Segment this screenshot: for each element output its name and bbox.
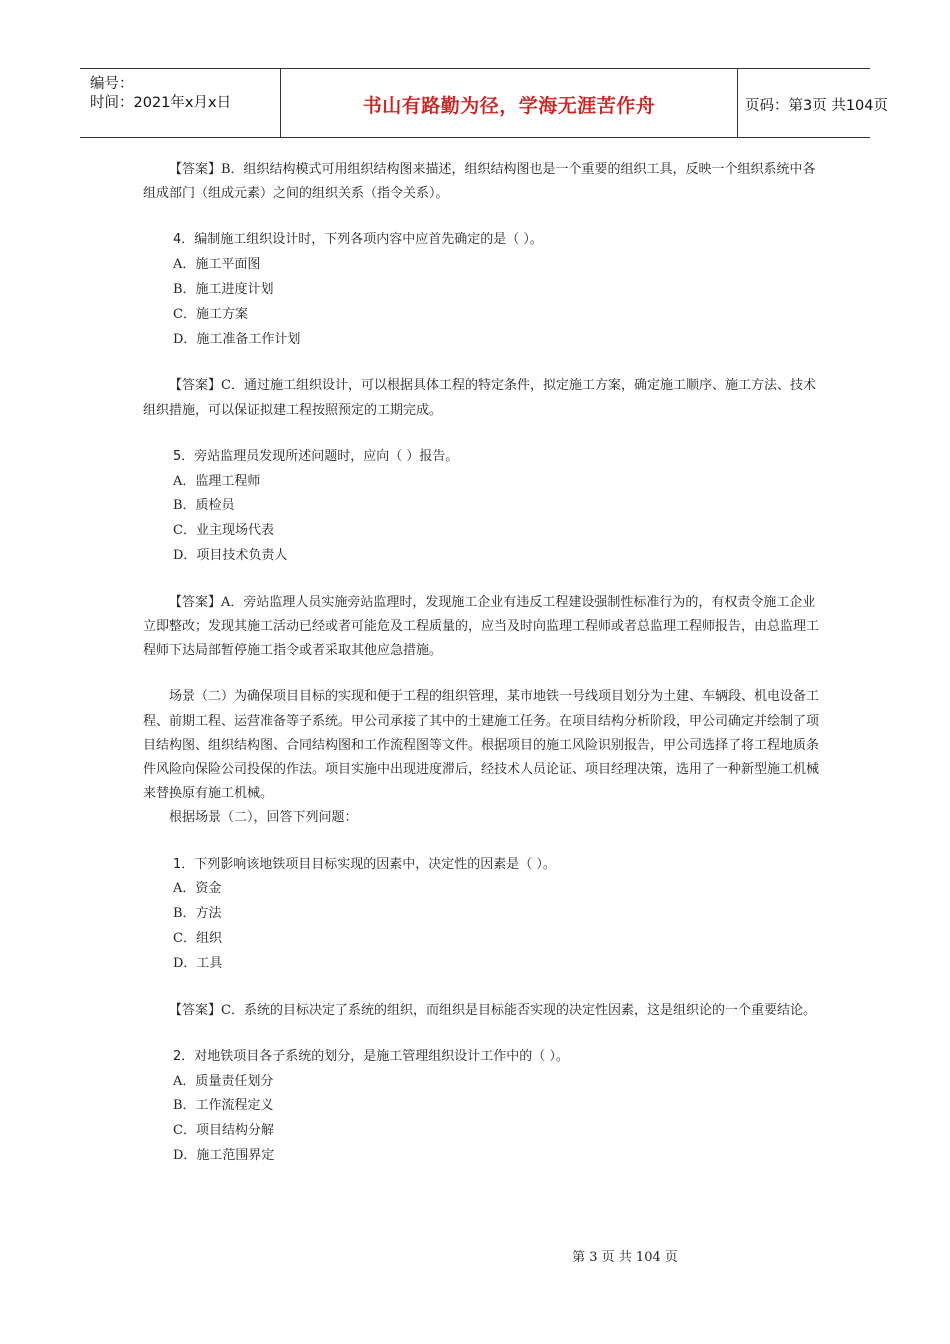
header-page-info: 页码：第3页 共104页 bbox=[745, 98, 889, 114]
question-text: 旁站监理员发现所述问题时，应向（ ）报告。 bbox=[194, 448, 459, 464]
footer-page-number: 第 3 页 共 104 页 bbox=[572, 1250, 678, 1265]
question-number: 4． bbox=[173, 232, 195, 248]
paragraph: 【答案】C．系统的目标决定了系统的组织，而组织是目标能否实现的决定性因素，这是组织论的一个重要结论。 bbox=[169, 1002, 816, 1018]
answer-option: D．项目技术负责人 bbox=[173, 547, 288, 563]
document-date-label: 时间：2021年x月x日 bbox=[90, 95, 232, 111]
question-text: 下列影响该地铁项目目标实现的因素中，决定性的因素是（ ）。 bbox=[194, 856, 556, 872]
answer-option: B．施工进度计划 bbox=[173, 282, 274, 297]
answer-option: C．组织 bbox=[173, 931, 222, 946]
page-footer bbox=[0, 1246, 950, 1265]
answer-option: C．项目结构分解 bbox=[173, 1123, 274, 1139]
answer-option: C．施工方案 bbox=[173, 306, 248, 322]
answer-option: D．施工范围界定 bbox=[173, 1147, 275, 1163]
page-header bbox=[80, 68, 889, 138]
question-text: 编制施工组织设计时，下列各项内容中应首先确定的是（ ）。 bbox=[194, 232, 543, 248]
header-meta-cell bbox=[80, 69, 280, 137]
document-body bbox=[143, 158, 823, 1191]
answer-option: D．施工准备工作计划 bbox=[173, 331, 301, 347]
answer-option: B．方法 bbox=[173, 906, 222, 922]
question-number: 2． bbox=[173, 1048, 195, 1064]
answer-option: C．业主现场代表 bbox=[173, 523, 274, 539]
paragraph: 场景（二）为确保项目目标的实现和便于工程的组织管理，某市地铁一号线项目划分为土建、车辆段、机电设备工程、前期工程、运营准备等子系统。甲公司承接了其中的土建施工任务。在项目结构分析阶段，甲公司确定并绘制了项目结构图、组织结构图、合同结构图和工作流程图等文件。根据项目的施工风险识别报告，甲公司选择了将工程地质条件风险向保险公司投保的作法。项目实施中出现进度滞后，经技术人员论证、项目经理决策，选用了一种新型施工机械来替换原有施工机械。 bbox=[143, 689, 820, 802]
answer-option: A．施工平面图 bbox=[173, 257, 261, 273]
question-number: 1． bbox=[173, 856, 195, 872]
answer-option: A．质量责任划分 bbox=[173, 1073, 274, 1089]
answer-option: A．监理工程师 bbox=[173, 473, 261, 489]
document-number-label: 编号： bbox=[90, 76, 134, 92]
question bbox=[173, 1045, 823, 1070]
header-motto: 书山有路勤为径，学海无涯苦作舟 bbox=[362, 95, 656, 117]
paragraph: 【答案】A．旁站监理人员实施旁站监理时，发现施工企业有违反工程建设强制性标准行为的，有权责令施工企业立即整改；发现其施工活动已经或者可能危及工程质量的，应当及时向监理工程师或者总监理工程师报告，由总监理工程师下达局部暂停施工指令或者采取其他应急措施。 bbox=[143, 594, 820, 659]
header-page-cell bbox=[737, 69, 889, 137]
question-number: 5． bbox=[173, 448, 195, 464]
answer-option: D．工具 bbox=[173, 955, 223, 971]
question bbox=[173, 445, 823, 470]
answer-option: B．质检员 bbox=[173, 498, 235, 514]
paragraph: 【答案】C．通过施工组织设计，可以根据具体工程的特定条件，拟定施工方案，确定施工顺序、施工方法、技术组织措施，可以保证拟建工程按照预定的工期完成。 bbox=[143, 378, 816, 418]
question bbox=[173, 228, 823, 253]
question bbox=[173, 853, 823, 878]
header-motto-cell bbox=[280, 69, 738, 137]
question-text: 对地铁项目各子系统的划分，是施工管理组织设计工作中的（ ）。 bbox=[194, 1048, 569, 1064]
paragraph: 【答案】B．组织结构模式可用组织结构图来描述，组织结构图也是一个重要的组织工具，反映一个组织系统中各组成部门（组成元素）之间的组织关系（指令关系）。 bbox=[143, 162, 816, 202]
answer-option: A．资金 bbox=[173, 881, 222, 897]
answer-option: B．工作流程定义 bbox=[173, 1098, 274, 1114]
paragraph: 根据场景（二），回答下列问题： bbox=[169, 810, 358, 826]
